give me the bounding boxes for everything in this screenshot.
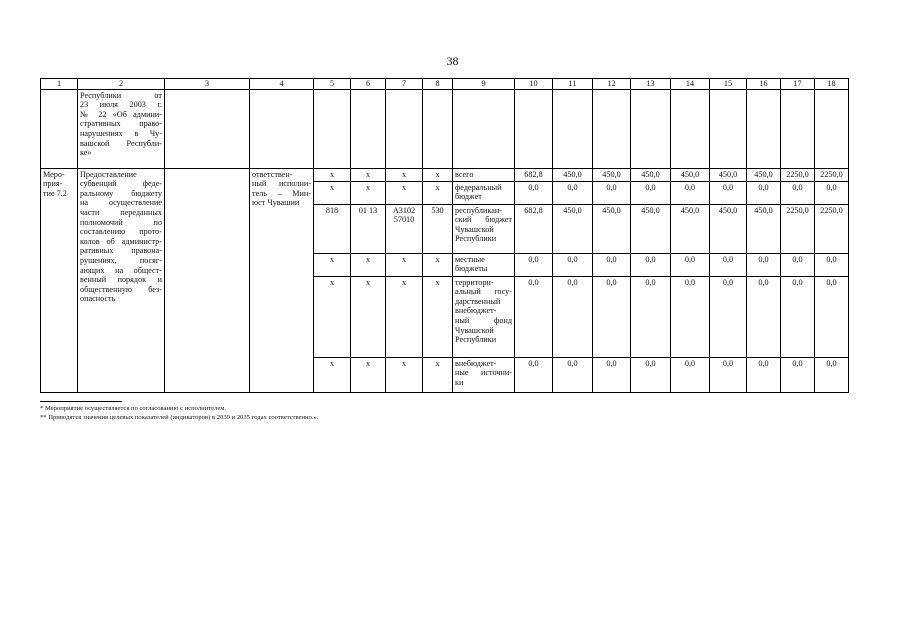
amount-cell: 0,0	[747, 253, 781, 276]
table-cell	[815, 89, 849, 168]
amount-cell: 0,0	[593, 276, 631, 357]
amount-cell: 0,0	[515, 181, 553, 204]
amount-cell: 2250,0	[815, 168, 849, 181]
column-number: 16	[747, 79, 781, 90]
amount-cell: 0,0	[781, 253, 815, 276]
measure-description-line: опасность	[80, 294, 116, 304]
column-number: 7	[386, 79, 423, 90]
footnote-1: * Мероприятие осуществляется по согласованию с исполнителем.	[40, 405, 227, 412]
amount-cell: 2250,0	[781, 204, 815, 253]
measure-description-line: ративных правона-	[80, 246, 162, 256]
table-cell	[250, 89, 314, 168]
funding-source	[453, 204, 515, 253]
amount-cell: 0,0	[815, 357, 849, 392]
continuation-row	[41, 89, 849, 168]
table-cell	[631, 89, 671, 168]
amount-cell: 0,0	[593, 357, 631, 392]
amount-cell: 2250,0	[781, 168, 815, 181]
column-number: 17	[781, 79, 815, 90]
amount-cell: 0,0	[515, 357, 553, 392]
funding-source-line: дарственный	[455, 296, 501, 306]
table-cell	[593, 89, 631, 168]
budget-code-cell: x	[314, 253, 351, 276]
continuation-line: Республики от	[80, 90, 162, 100]
table-cell	[747, 89, 781, 168]
measure-description-line: рушениях, посяг-	[80, 255, 162, 265]
table-cell	[710, 89, 747, 168]
amount-cell: 0,0	[747, 181, 781, 204]
budget-code-cell: 01 13	[351, 204, 386, 253]
amount-cell: 0,0	[515, 253, 553, 276]
column-number: 9	[453, 79, 515, 90]
budget-code-cell: x	[314, 357, 351, 392]
budget-code-cell: x	[386, 168, 423, 181]
measure-description-line: на осуществление	[80, 198, 162, 208]
continuation-line: 23 июля 2003 г.	[80, 100, 162, 110]
budget-code-cell: x	[423, 181, 453, 204]
table-cell	[314, 89, 351, 168]
funding-source	[453, 276, 515, 357]
measure-description-line: полномочий по	[80, 217, 162, 227]
amount-cell: 0,0	[781, 181, 815, 204]
column-number: 11	[553, 79, 593, 90]
column-number: 14	[671, 79, 710, 90]
footnotes	[40, 404, 318, 422]
budget-code-cell: x	[314, 276, 351, 357]
funding-source-line: Чувашской	[455, 325, 494, 335]
column-number: 3	[165, 79, 250, 90]
continuation-cell	[78, 89, 165, 168]
funding-source-line: внебюджет-	[455, 358, 497, 368]
amount-cell: 0,0	[747, 357, 781, 392]
amount-cell: 450,0	[710, 204, 747, 253]
amount-cell: 450,0	[553, 168, 593, 181]
column-number: 13	[631, 79, 671, 90]
measure-description-line: части переданных	[80, 207, 162, 217]
amount-cell: 0,0	[631, 181, 671, 204]
measure-number-line: Меро-	[43, 169, 65, 179]
amount-cell: 0,0	[515, 276, 553, 357]
amount-cell: 0,0	[710, 357, 747, 392]
budget-code-cell: x	[386, 181, 423, 204]
amount-cell: 450,0	[671, 168, 710, 181]
amount-cell: 0,0	[553, 253, 593, 276]
amount-cell: 0,0	[815, 276, 849, 357]
footnote-rule	[40, 401, 122, 402]
program-table	[40, 78, 849, 393]
amount-cell: 450,0	[593, 204, 631, 253]
budget-code-cell: 818	[314, 204, 351, 253]
amount-cell: 450,0	[631, 168, 671, 181]
amount-cell: 0,0	[553, 357, 593, 392]
funding-source	[453, 181, 515, 204]
funding-source	[453, 168, 515, 181]
column-number: 12	[593, 79, 631, 90]
table-cell	[165, 168, 250, 392]
continuation-line: стративных право-	[80, 119, 162, 129]
amount-cell: 0,0	[631, 357, 671, 392]
amount-cell: 0,0	[631, 276, 671, 357]
table-cell	[423, 89, 453, 168]
budget-code-cell: x	[351, 181, 386, 204]
table-cell	[351, 89, 386, 168]
funding-source-line: ский бюджет	[455, 215, 512, 225]
amount-cell: 0,0	[631, 253, 671, 276]
continuation-line: вашской Республи-	[80, 138, 162, 148]
amount-cell: 682,8	[515, 168, 553, 181]
funding-source-line: ный фонд	[455, 315, 512, 325]
continuation-line: № 22 «Об админи-	[80, 109, 162, 119]
budget-code-cell: x	[351, 168, 386, 181]
column-number: 5	[314, 79, 351, 90]
amount-cell: 0,0	[815, 181, 849, 204]
responsible-executor	[250, 168, 314, 392]
responsible-executor-line: ответствен-	[252, 169, 293, 179]
funding-source-line: территори-	[455, 277, 494, 287]
amount-cell: 2250,0	[815, 204, 849, 253]
amount-cell: 0,0	[593, 253, 631, 276]
footnote-2: ** Приводятся значения целевых показателей (индикаторов) в 2030 и 2035 годах соответственно.».	[40, 414, 319, 421]
budget-code-cell: x	[351, 276, 386, 357]
amount-cell: 0,0	[747, 276, 781, 357]
amount-cell: 450,0	[593, 168, 631, 181]
funding-source-line: внебюджет-	[455, 306, 497, 316]
amount-cell: 450,0	[671, 204, 710, 253]
header-row	[41, 79, 849, 90]
amount-cell: 450,0	[710, 168, 747, 181]
measure-description	[78, 168, 165, 392]
budget-code-cell: x	[386, 276, 423, 357]
measure-description-line: общественную без-	[80, 284, 162, 294]
amount-cell: 682,8	[515, 204, 553, 253]
measure-description-line: составлению прото-	[80, 227, 162, 237]
amount-cell: 0,0	[710, 276, 747, 357]
budget-code-cell: x	[386, 357, 423, 392]
column-number: 8	[423, 79, 453, 90]
column-number: 15	[710, 79, 747, 90]
amount-cell: 0,0	[781, 276, 815, 357]
measure-number-line: прия-	[43, 179, 63, 189]
amount-cell: 0,0	[710, 181, 747, 204]
table-cell	[515, 89, 553, 168]
responsible-executor-line: ный исполни-	[252, 179, 311, 189]
funding-source-line: ные источни-	[455, 368, 512, 378]
funding-source	[453, 357, 515, 392]
funding-source-line: ки	[455, 377, 464, 387]
amount-cell: 0,0	[553, 181, 593, 204]
amount-cell: 0,0	[671, 357, 710, 392]
budget-code-cell: x	[351, 357, 386, 392]
amount-cell: 0,0	[710, 253, 747, 276]
budget-code-cell: 530	[423, 204, 453, 253]
funding-source-line: Республики	[455, 335, 497, 345]
budget-code-cell: x	[351, 253, 386, 276]
funding-source-line: местные	[455, 254, 485, 264]
table-cell	[553, 89, 593, 168]
amount-cell: 450,0	[631, 204, 671, 253]
responsible-executor-line: юст Чувашии	[252, 198, 300, 208]
responsible-executor-line: тель – Мин-	[252, 188, 311, 198]
funding-source-line: бюджеты	[455, 264, 488, 274]
table-cell	[671, 89, 710, 168]
budget-code-cell: A3102 57010	[386, 204, 423, 253]
funding-source-line: бюджет	[455, 192, 482, 202]
amount-cell: 0,0	[671, 181, 710, 204]
budget-code-cell: x	[314, 181, 351, 204]
column-number: 18	[815, 79, 849, 90]
measure-description-line: ральному бюджету	[80, 188, 162, 198]
measure-description-line: колов об администр-	[80, 236, 162, 246]
table-cell	[781, 89, 815, 168]
amount-cell: 0,0	[781, 357, 815, 392]
column-number: 10	[515, 79, 553, 90]
continuation-line: ке»	[80, 148, 92, 158]
measure-description-line: венный порядок и	[80, 275, 162, 285]
funding-source-line: федеральный	[455, 182, 502, 192]
amount-cell: 450,0	[747, 168, 781, 181]
page-number: 38	[446, 54, 459, 68]
table-cell	[386, 89, 423, 168]
measure-description-line: Предоставление	[80, 169, 137, 179]
amount-cell: 450,0	[553, 204, 593, 253]
amount-cell: 0,0	[671, 276, 710, 357]
measure-number-line: тие 7.2	[43, 188, 67, 198]
amount-cell: 0,0	[671, 253, 710, 276]
column-number: 4	[250, 79, 314, 90]
table-cell	[165, 89, 250, 168]
budget-code-cell: x	[423, 253, 453, 276]
measure-description-line: субвенций феде-	[80, 179, 162, 189]
table-row	[41, 168, 849, 181]
funding-source-line: Чувашской	[455, 224, 494, 234]
column-number: 2	[78, 79, 165, 90]
measure-number	[41, 168, 78, 392]
budget-code-cell: x	[314, 168, 351, 181]
budget-code-cell: x	[423, 276, 453, 357]
column-number: 1	[41, 79, 78, 90]
budget-code-cell: x	[386, 253, 423, 276]
table-cell	[41, 89, 78, 168]
continuation-line: нарушениях в Чу-	[80, 128, 162, 138]
funding-source-line: Республики	[455, 234, 497, 244]
funding-source-line: республикан-	[455, 205, 502, 215]
amount-cell: 450,0	[747, 204, 781, 253]
measure-description-line: ающих на общест-	[80, 265, 162, 275]
column-number: 6	[351, 79, 386, 90]
amount-cell: 0,0	[815, 253, 849, 276]
amount-cell: 0,0	[593, 181, 631, 204]
budget-code-cell: x	[423, 168, 453, 181]
funding-source-line: всего	[455, 169, 474, 179]
amount-cell: 0,0	[553, 276, 593, 357]
funding-source-line: альный госу-	[455, 287, 512, 297]
funding-source	[453, 253, 515, 276]
budget-code-cell: x	[423, 357, 453, 392]
table-cell	[453, 89, 515, 168]
